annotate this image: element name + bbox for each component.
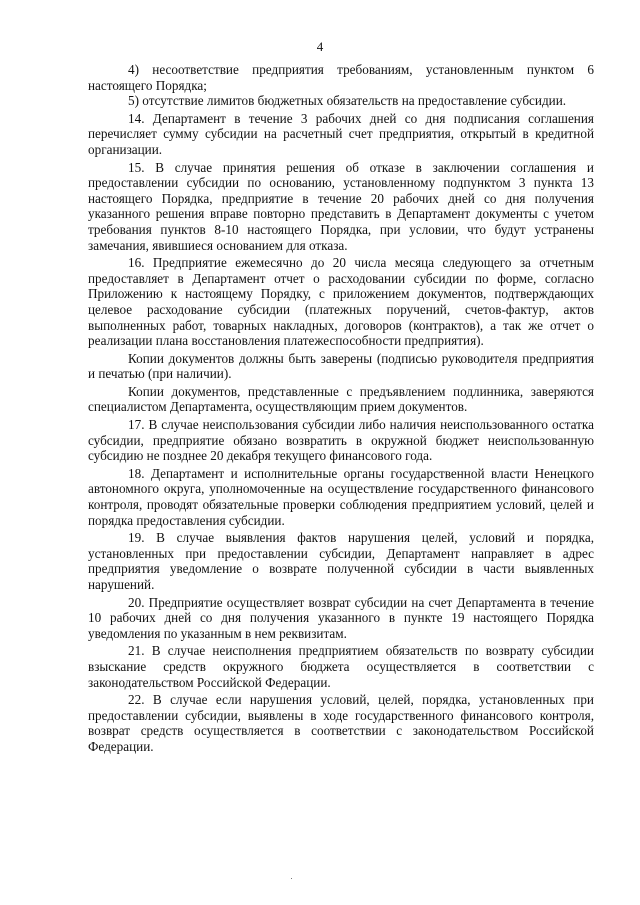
page-number: 4 (316, 39, 324, 54)
document-body (88, 62, 594, 755)
paragraph-copies-with-original: Копии документов, представленные с предъявлением подлинника, заверяются специалистом Департамента, осуществляющим прием документов. (88, 383, 594, 415)
paragraph-14: 14. Департамент в течение 3 рабочих дней со дня подписания соглашения перечисляет сумму субсидии на расчетный счет предприятия, открытый в кредитной организации. (88, 110, 594, 157)
paragraph-18: 18. Департамент и исполнительные органы государственной власти Ненецкого автономного округа, уполномоченные на осуществление государственного финансового контроля, проводят обязательные проверки соблюдения предприятием условий, целей и порядка предоставления субсидии. (88, 465, 594, 528)
paragraph-copies-certified: Копии документов должны быть заверены (подписью руководителя предприятия и печатью (при наличии). (88, 350, 594, 382)
scan-speck (291, 878, 292, 879)
paragraph-item-5: 5) отсутствие лимитов бюджетных обязательств на предоставление субсидии. (128, 93, 567, 109)
paragraph-16: 16. Предприятие ежемесячно до 20 числа месяца следующего за отчетным предоставляет в Департамент отчет о расходовании субсидии по форме, согласно Приложению к настоящему Порядку, с приложением документов, подтверждающих целевое расходование субсидии (платежных поручений, счетов-фактур, актов выполненных работ, товарных накладных, договоров (контрактов), а так же отчет о реализации плана восстановления платежеспособности предприятия). (88, 255, 594, 349)
paragraph-17: 17. В случае неиспользования субсидии либо наличия неиспользованного остатка субсидии, предприятие обязано возвратить в окружной бюджет неиспользованную субсидию не позднее 20 декабря текущего финансового года. (88, 417, 594, 464)
paragraph-19: 19. В случае выявления фактов нарушения целей, условий и порядка, установленных при предоставлении субсидии, Департамент направляет в адрес предприятия уведомление о возврате полученной субсидии в части выявленных нарушений. (88, 530, 594, 592)
paragraph-15: 15. В случае принятия решения об отказе в заключении соглашения и предоставлении субсидии по основанию, установленному подпунктом 3 пункта 13 настоящего Порядка, предприятие в течение 20 рабочих дней со дня получения указанного решения вправе повторно представить в Департамент документы с учетом требования пунктов 8-10 настоящего Порядка, при условии, что будут устранены замечания, явившиеся основанием для отказа. (88, 159, 594, 253)
paragraph-item-4: 4) несоответствие предприятия требованиям, установленным пунктом 6 настоящего Порядка; (88, 62, 594, 93)
paragraph-21: 21. В случае неисполнения предприятием обязательств по возврату субсидии взыскание средств окружного бюджета осуществляется в соответствии с законодательством Российской Федерации. (88, 643, 594, 690)
paragraph-20: 20. Предприятие осуществляет возврат субсидии на счет Департамента в течение 10 рабочих дней со дня получения указанного в пункте 19 настоящего Порядка уведомления по указанным в нем реквизитам. (88, 594, 594, 641)
paragraph-22: 22. В случае если нарушения условий, целей, порядка, установленных при предоставлении субсидии, выявлены в ходе государственного финансового контроля, возврат средств осуществляется в соответствии с законодательством Российской Федерации. (88, 692, 594, 754)
